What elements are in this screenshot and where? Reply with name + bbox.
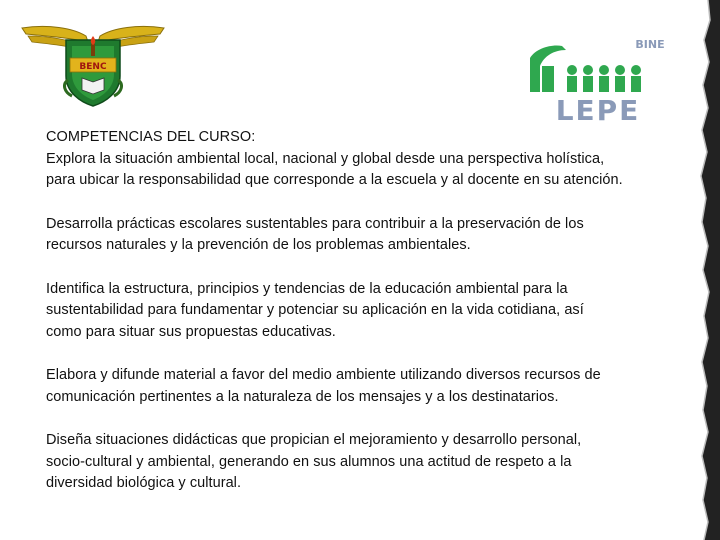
- competency-paragraph-2: Desarrolla prácticas escolares sustentables para contribuir a la preservación de los recursos naturales y la prevención de los problemas ambientales.: [46, 215, 584, 253]
- torn-paper-edge: [692, 0, 720, 540]
- lepe-text: LEPE: [555, 94, 641, 126]
- lepe-logo: [526, 36, 676, 126]
- section-heading: COMPETENCIAS DEL CURSO:: [46, 129, 256, 145]
- competency-paragraph-1: Explora la situación ambiental local, nacional y global desde una perspectiva holística, para ubicar la responsabilidad que corresponde a la escuela y al docente en su atención.: [46, 150, 623, 188]
- competency-paragraph-4: Elabora y difunde material a favor del medio ambiente utilizando diversos recursos de comunicación pertinentes a la naturaleza de los mensajes y a los destinatarios.: [46, 367, 601, 405]
- competency-paragraph-3: Identifica la estructura, principios y tendencias de la educación ambiental para la sustentabilidad para fundamentar y potenciar su aplicación en la vida cotidiana, así como para situar sus propuestas educativas.: [46, 280, 584, 340]
- institution-seal-logo: [18, 18, 168, 110]
- bine-text: BINE: [635, 38, 665, 51]
- seal-text: BENC: [79, 62, 107, 72]
- competency-paragraph-5: Diseña situaciones didácticas que propician el mejoramiento y desarrollo personal, socio-cultural y ambiental, generando en sus alumnos una actitud de respeto a la diversidad biológica y cultural.: [46, 432, 582, 491]
- document-body: [46, 127, 686, 517]
